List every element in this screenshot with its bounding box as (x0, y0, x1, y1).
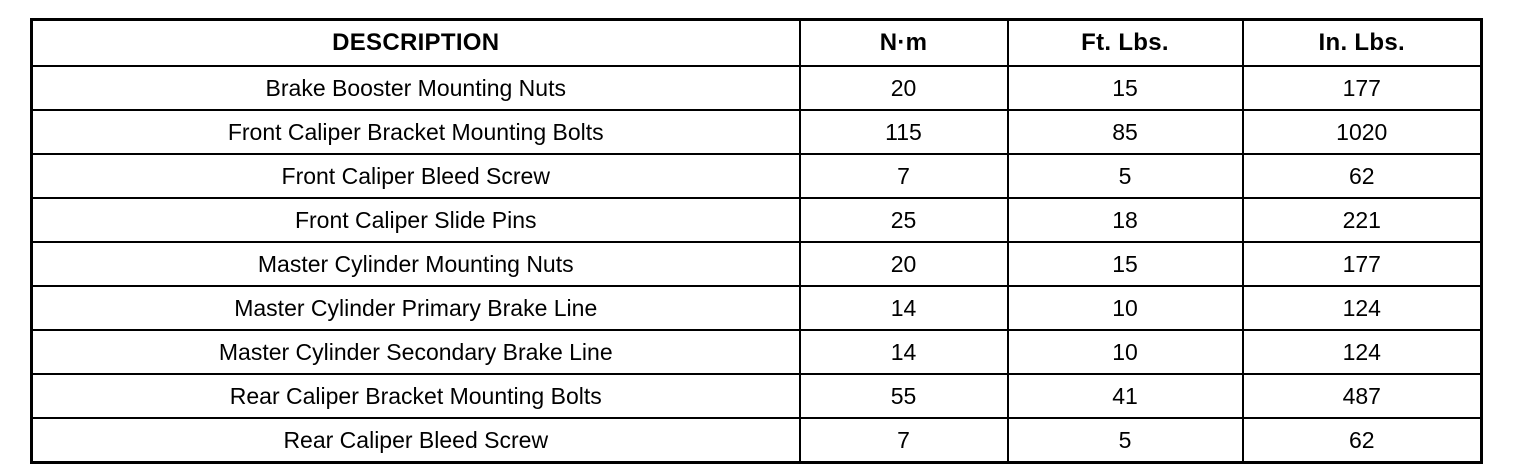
table-header (32, 20, 1482, 67)
cell-ft-lbs: 15 (1008, 242, 1243, 286)
cell-description: Front Caliper Bleed Screw (32, 154, 800, 198)
cell-nm: 20 (800, 66, 1008, 110)
column-header-description: DESCRIPTION (32, 20, 800, 67)
table-row (32, 286, 1482, 330)
cell-description: Brake Booster Mounting Nuts (32, 66, 800, 110)
cell-ft-lbs: 15 (1008, 66, 1243, 110)
cell-ft-lbs: 10 (1008, 330, 1243, 374)
cell-in-lbs: 487 (1243, 374, 1482, 418)
cell-description: Master Cylinder Primary Brake Line (32, 286, 800, 330)
cell-description: Master Cylinder Mounting Nuts (32, 242, 800, 286)
cell-description: Front Caliper Bracket Mounting Bolts (32, 110, 800, 154)
cell-in-lbs: 1020 (1243, 110, 1482, 154)
cell-description: Front Caliper Slide Pins (32, 198, 800, 242)
cell-ft-lbs: 10 (1008, 286, 1243, 330)
column-header-nm: N·m (800, 20, 1008, 67)
cell-description: Rear Caliper Bracket Mounting Bolts (32, 374, 800, 418)
cell-description: Rear Caliper Bleed Screw (32, 418, 800, 463)
column-header-ft-lbs: Ft. Lbs. (1008, 20, 1243, 67)
cell-nm: 55 (800, 374, 1008, 418)
torque-spec-table (30, 18, 1483, 464)
cell-in-lbs: 221 (1243, 198, 1482, 242)
table-row (32, 330, 1482, 374)
cell-nm: 7 (800, 154, 1008, 198)
cell-nm: 20 (800, 242, 1008, 286)
cell-description: Master Cylinder Secondary Brake Line (32, 330, 800, 374)
cell-ft-lbs: 5 (1008, 418, 1243, 463)
cell-ft-lbs: 5 (1008, 154, 1243, 198)
cell-in-lbs: 124 (1243, 286, 1482, 330)
cell-nm: 7 (800, 418, 1008, 463)
table-row (32, 154, 1482, 198)
cell-nm: 115 (800, 110, 1008, 154)
table-row (32, 418, 1482, 463)
cell-in-lbs: 124 (1243, 330, 1482, 374)
table-row (32, 110, 1482, 154)
cell-in-lbs: 177 (1243, 66, 1482, 110)
table-row (32, 374, 1482, 418)
table-row (32, 242, 1482, 286)
cell-nm: 25 (800, 198, 1008, 242)
table-body (32, 66, 1482, 463)
table-header-row (32, 20, 1482, 67)
cell-in-lbs: 62 (1243, 154, 1482, 198)
table-row (32, 66, 1482, 110)
cell-nm: 14 (800, 286, 1008, 330)
cell-in-lbs: 177 (1243, 242, 1482, 286)
cell-nm: 14 (800, 330, 1008, 374)
cell-ft-lbs: 41 (1008, 374, 1243, 418)
cell-in-lbs: 62 (1243, 418, 1482, 463)
torque-spec-table-container (30, 18, 1480, 464)
column-header-in-lbs: In. Lbs. (1243, 20, 1482, 67)
cell-ft-lbs: 85 (1008, 110, 1243, 154)
cell-ft-lbs: 18 (1008, 198, 1243, 242)
table-row (32, 198, 1482, 242)
